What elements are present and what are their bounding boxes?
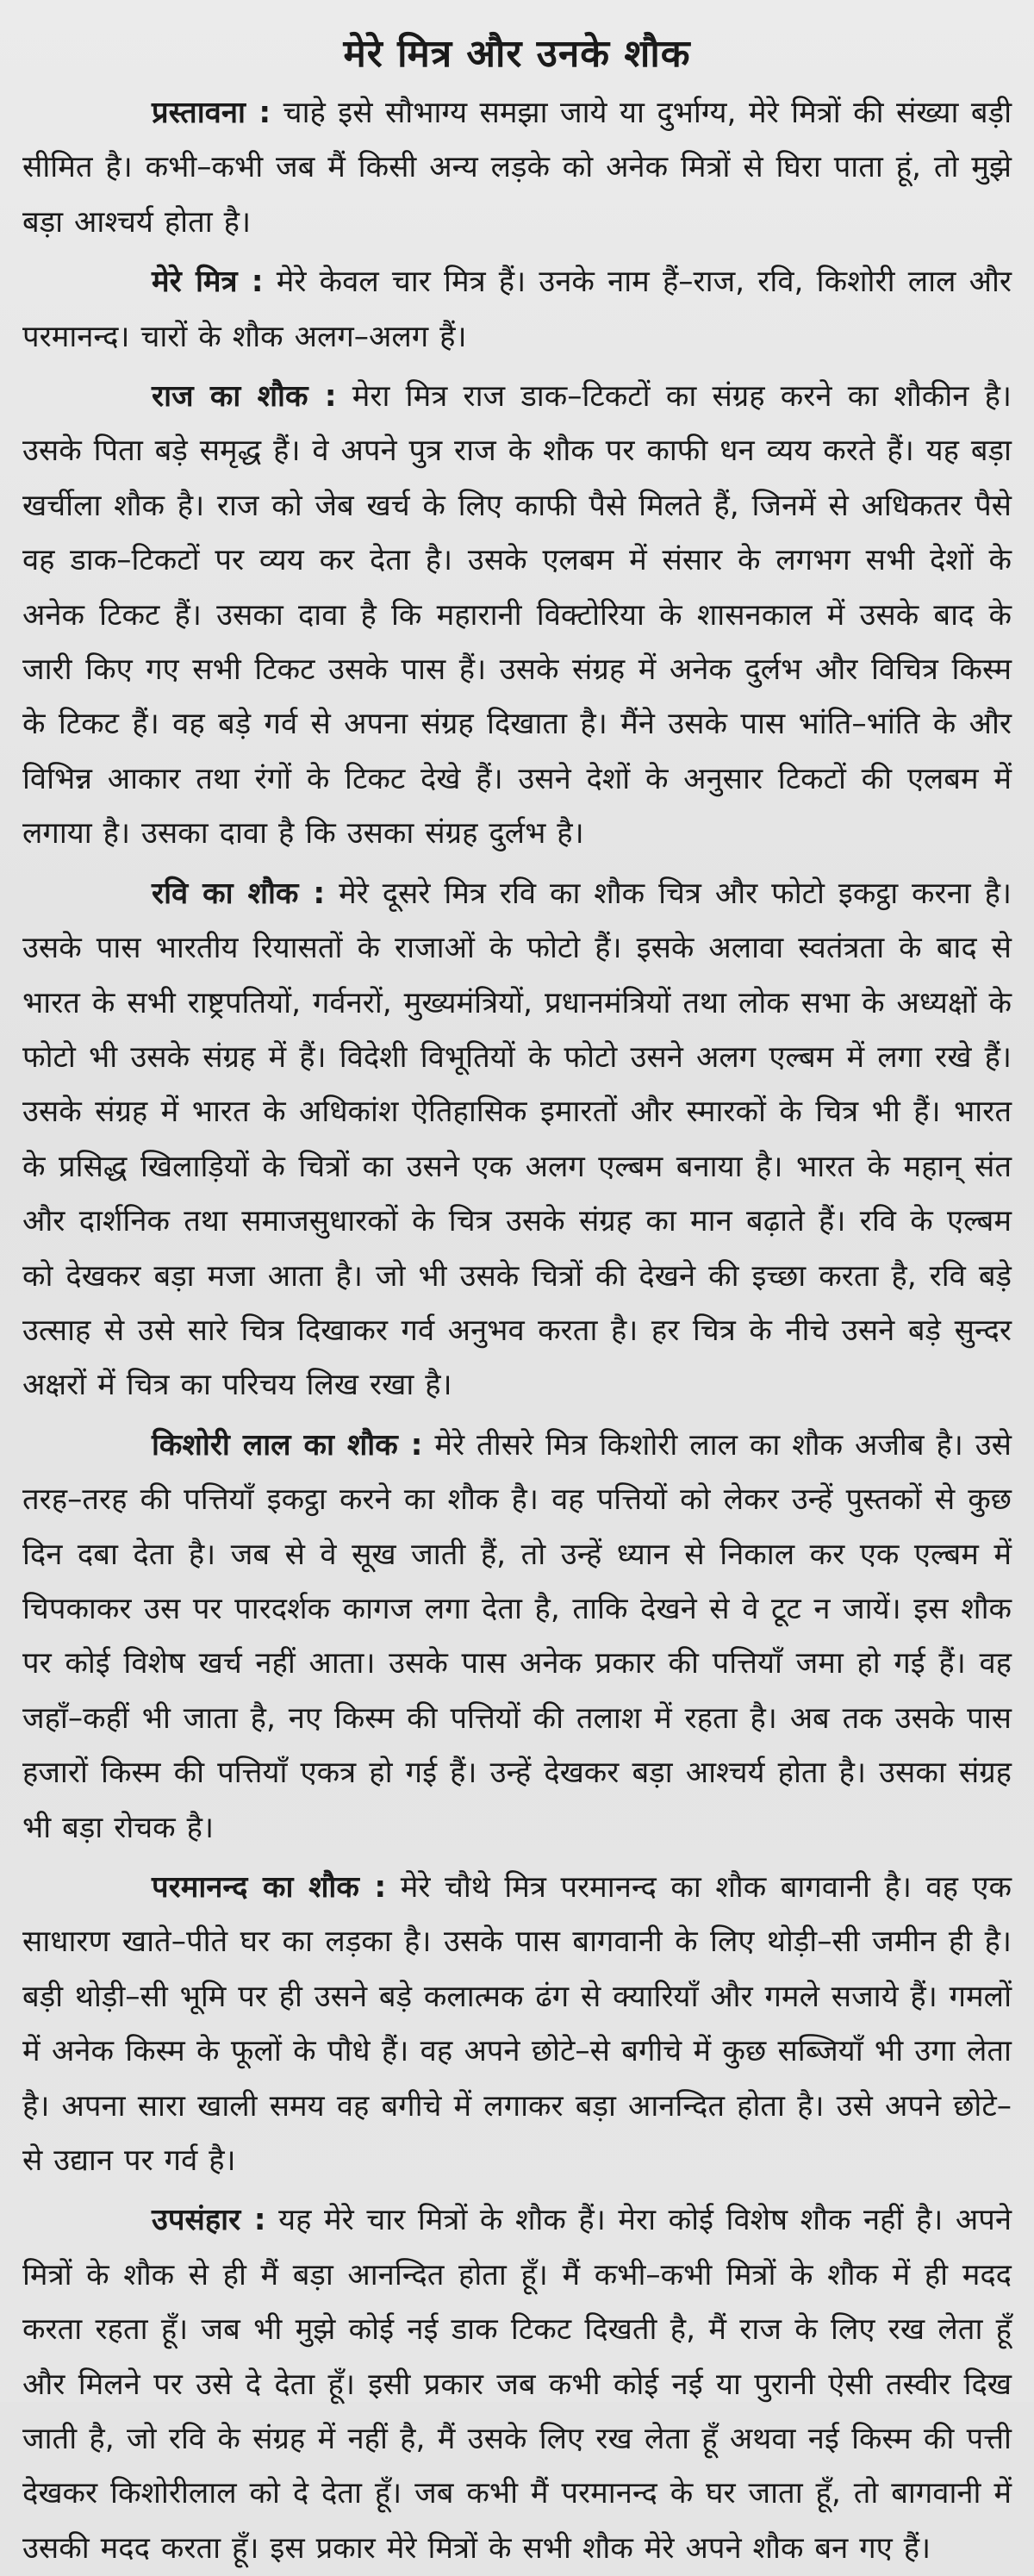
paragraph-heading: रवि का शौक :	[152, 876, 326, 911]
paragraph-text: मेरे दूसरे मित्र रवि का शौक चित्र और फोटो इकट्ठा करना है। उसके पास भारतीय रियासतों के राजाओं के फोटो हैं। इसके अलावा स्वतंत्रता के बाद से भारत के सभी राष्ट्रपतियों, गर्वनरों, मुख्यमंत्रियों, प्रधानमंत्रियों तथा लोक सभा के अध्यक्षों के फोटो भी उसके संग्रह में हैं। विदेशी विभूतियों के फोटो उसने अलग एल्बम में लगा रखे हैं। उसके संग्रह में भारत के अधिकांश ऐतिहासिक इमारतों और स्मारकों के चित्र भी हैं। भारत के प्रसिद्ध खिलाड़ियों के चित्रों का उसने एक अलग एल्बम बनाया है। भारत के महान् संत और दार्शनिक तथा समाजसुधारकों के चित्र उसके संग्रह का मान बढ़ाते हैं। रवि के एल्बम को देखकर बड़ा मजा आता है। जो भी उसके चित्रों की देखने की इच्छा करता है, रवि बड़े उत्साह से उसे सारे चित्र दिखाकर गर्व अनुभव करता है। हर चित्र के नीचे उसने बड़े सुन्दर अक्षरों में चित्र का परिचय लिख रखा है।	[22, 876, 1012, 1403]
paragraph-text: चाहे इसे सौभाग्य समझा जाये या दुर्भाग्य, मेरे मित्रों की संख्या बड़ी सीमित है। कभी–कभी जब मैं किसी अन्य लड़के को अनेक मित्रों से घिरा पाता हूं, तो मुझे बड़ा आश्चर्य होता है।	[22, 96, 1012, 240]
paragraph-ravi-hobby	[22, 867, 1012, 1413]
paragraph-heading: प्रस्तावना :	[152, 96, 271, 130]
paragraph-heading: परमानन्द का शौक :	[152, 1870, 387, 1905]
paragraph-heading: उपसंहार :	[152, 2203, 266, 2238]
paragraph-conclusion	[22, 2193, 1012, 2576]
paragraph-parmanand-hobby	[22, 1861, 1012, 2188]
paragraph-text: मेरे चौथे मित्र परमानन्द का शौक बागवानी है। वह एक साधारण खाते–पीते घर का लड़का है। उसके पास बागवानी के लिए थोड़ी–सी जमीन ही है। बड़ी थोड़ी–सी भूमि पर ही उसने बड़े कलात्मक ढंग से क्यारियाँ और गमले सजाये हैं। गमलों में अनेक किस्म के फूलों के पौधे हैं। वह अपने छोटे–से बगीचे में कुछ सब्जियाँ भी उगा लेता है। अपना सारा खाली समय वह बगीचे में लगाकर बड़ा आनन्दित होता है। उसे अपने छोटे–से उद्यान पर गर्व है।	[22, 1870, 1012, 2179]
paragraph-heading: मेरे मित्र :	[152, 265, 264, 300]
paragraph-my-friends	[22, 255, 1012, 365]
paragraph-raj-hobby	[22, 370, 1012, 862]
paragraph-introduction	[22, 86, 1012, 250]
essay-title: मेरे मित्र और उनके शौक	[343, 32, 691, 76]
paragraph-text: यह मेरे चार मित्रों के शौक हैं। मेरा कोई विशेष शौक नहीं है। अपने मित्रों के शौक से ही मैं बड़ा आनन्दित होता हूँ। मैं कभी–कभी मित्रों के शौक में ही मदद करता रहता हूँ। जब भी मुझे कोई नई डाक टिकट दिखती है, मैं राज के लिए रख लेता हूँ और मिलने पर उसे दे देता हूँ। इसी प्रकार जब कभी कोई नई या पुरानी ऐसी तस्वीर दिख जाती है, जो रवि के संग्रह में नहीं है, मैं उसके लिए रख लेता हूँ अथवा नई किस्म की पत्ती देखकर किशोरीलाल को दे देता हूँ। जब कभी मैं परमानन्द के घर जाता हूँ, तो बागवानी में उसकी मदद करता हूँ। इस प्रकार मेरे मित्रों के सभी शौक मेरे अपने शौक बन गए हैं।	[22, 2203, 1012, 2566]
paragraph-heading: राज का शौक :	[152, 379, 337, 415]
paragraph-text: मेरा मित्र राज डाक–टिकटों का संग्रह करने का शौकीन है। उसके पिता बड़े समृद्ध हैं। वे अपने पुत्र राज के शौक पर काफी धन व्यय करते हैं। यह बड़ा खर्चीला शौक है। राज को जेब खर्च के लिए काफी पैसे मिलते हैं, जिनमें से अधिकतर पैसे वह डाक–टिकटों पर व्यय कर देता है। उसके एलबम में संसार के लगभग सभी देशों के अनेक टिकट हैं। उसका दावा है कि महारानी विक्टोरिया के शासनकाल में उसके बाद के जारी किए गए सभी टिकट उसके पास हैं। उसके संग्रह में अनेक दुर्लभ और विचित्र किस्म के टिकट हैं। वह बड़े गर्व से अपना संग्रह दिखाता है। मैंने उसके पास भांति–भांति के और विभिन्न आकार तथा रंगों के टिकट देखे हैं। उसने देशों के अनुसार टिकटों की एलबम में लगाया है। उसका दावा है कि उसका संग्रह दुर्लभ है।	[22, 379, 1012, 851]
paragraph-text: मेरे केवल चार मित्र हैं। उनके नाम हैं–राज, रवि, किशोरी लाल और परमानन्द। चारों के शौक अलग–अलग हैं।	[22, 265, 1012, 354]
paragraph-kishori-lal-hobby	[22, 1419, 1012, 1856]
paragraph-heading: किशोरी लाल का शौक :	[152, 1427, 423, 1463]
paragraph-text: मेरे तीसरे मित्र किशोरी लाल का शौक अजीब है। उसे तरह–तरह की पत्तियाँ इकट्ठा करने का शौक है। वह पत्तियों को लेकर उन्हें पुस्तकों से कुछ दिन दबा देता है। जब से वे सूख जाती हैं, तो उन्हें ध्यान से निकाल कर एक एल्बम में चिपकाकर उस पर पारदर्शक कागज लगा देता है, ताकि देखने से वे टूट न जायें। इस शौक पर कोई विशेष खर्च नहीं आता। उसके पास अनेक प्रकार की पत्तियाँ जमा हो गई हैं। वह जहाँ–कहीं भी जाता है, नए किस्म की पत्तियों की तलाश में रहता है। अब तक उसके पास हजारों किस्म की पत्तियाँ एकत्र हो गई हैं। उन्हें देखकर बड़ा आश्चर्य होता है। उसका संग्रह भी बड़ा रोचक है।	[22, 1427, 1012, 1845]
